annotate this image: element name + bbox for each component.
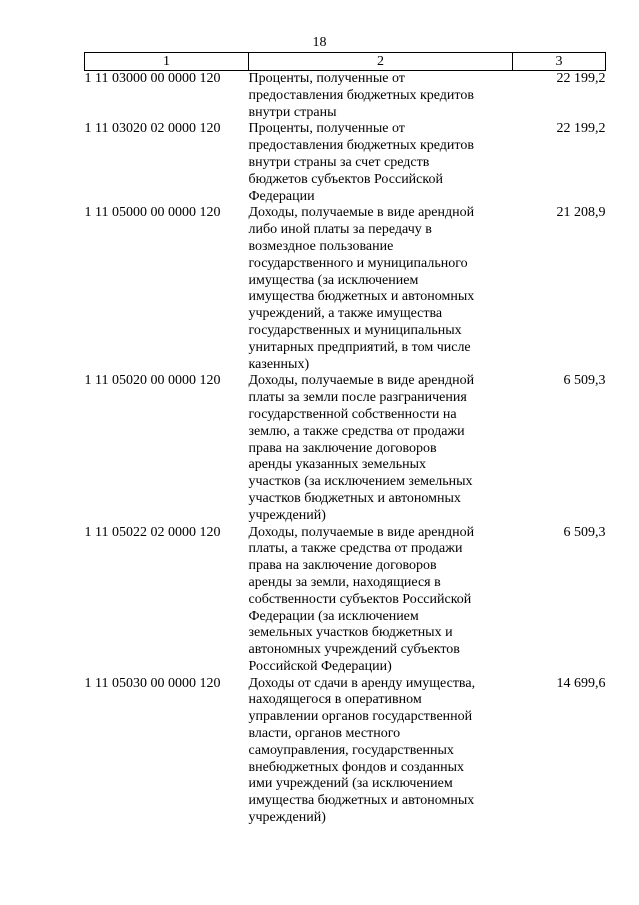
row-code: 1 11 05020 00 0000 120 [84,373,221,389]
row-name [249,205,513,373]
row-name-text: Доходы, получаемые в виде арендной платы, а также средства от продажи права на заключение договоров аренды за земли, находящиеся в собственности субъектов Российской Федерации (за исключением земельных участков бюджетных и автономных учреждений субъектов Российской Федерации) [248,524,475,674]
row-code: 1 11 05022 02 0000 120 [84,524,221,540]
row-code: 1 11 03020 02 0000 120 [84,121,221,137]
budget-revenue-table [84,52,606,827]
row-name-text: Проценты, полученные от предоставления бюджетных кредитов внутри страны [248,71,474,120]
table-row [85,676,606,827]
row-code: 1 11 05000 00 0000 120 [84,205,221,221]
row-name [249,676,513,827]
column-header-code: 1 [85,53,249,71]
row-name [249,525,513,676]
row-amount: 14 699,6 [556,675,606,691]
row-name [249,121,513,205]
table-row [85,373,606,524]
row-name-text: Доходы от сдачи в аренду имущества, находящегося в оперативном управлении органов государственной власти, органов местного самоуправления, государственных внебюджетных фондов и созданных ими учреждений (за исключением имущества бюджетных и автономных учреждений) [248,675,476,826]
column-header-name: 2 [249,53,513,71]
row-amount: 6 509,3 [563,373,606,389]
row-code: 1 11 03000 00 0000 120 [84,71,221,86]
row-amount: 22 199,2 [556,121,606,137]
table-row [85,525,606,676]
table-row [85,121,606,205]
row-name-text: Проценты, полученные от предоставления бюджетных кредитов внутри страны за счет средств бюджетов субъектов Российской Федерации [248,121,474,204]
row-name-text: Доходы, получаемые в виде арендной либо иной платы за передачу в возмездное пользование государственного и муниципального имущества (за исключением имущества бюджетных и автономных учреждений, а также имущества государственных и муниципальных унитарных предприятий, в том числе казенных) [248,205,475,372]
table-row [85,205,606,373]
table-header-row [85,53,606,71]
row-name-text: Доходы, получаемые в виде арендной платы за земли после разграничения государственной собственности на землю, а также средства от продажи права на заключение договоров аренды указанных земельных участков (за исключением земельных участков бюджетных и автономных учреждений) [248,373,475,523]
row-name [249,71,513,122]
row-amount: 22 199,2 [556,71,606,86]
page-number: 18 [312,35,327,50]
column-header-amount: 3 [513,53,606,71]
row-amount: 6 509,3 [563,524,606,540]
table-row [85,71,606,122]
row-amount: 21 208,9 [556,205,606,221]
row-name [249,373,513,524]
row-code: 1 11 05030 00 0000 120 [84,675,221,691]
